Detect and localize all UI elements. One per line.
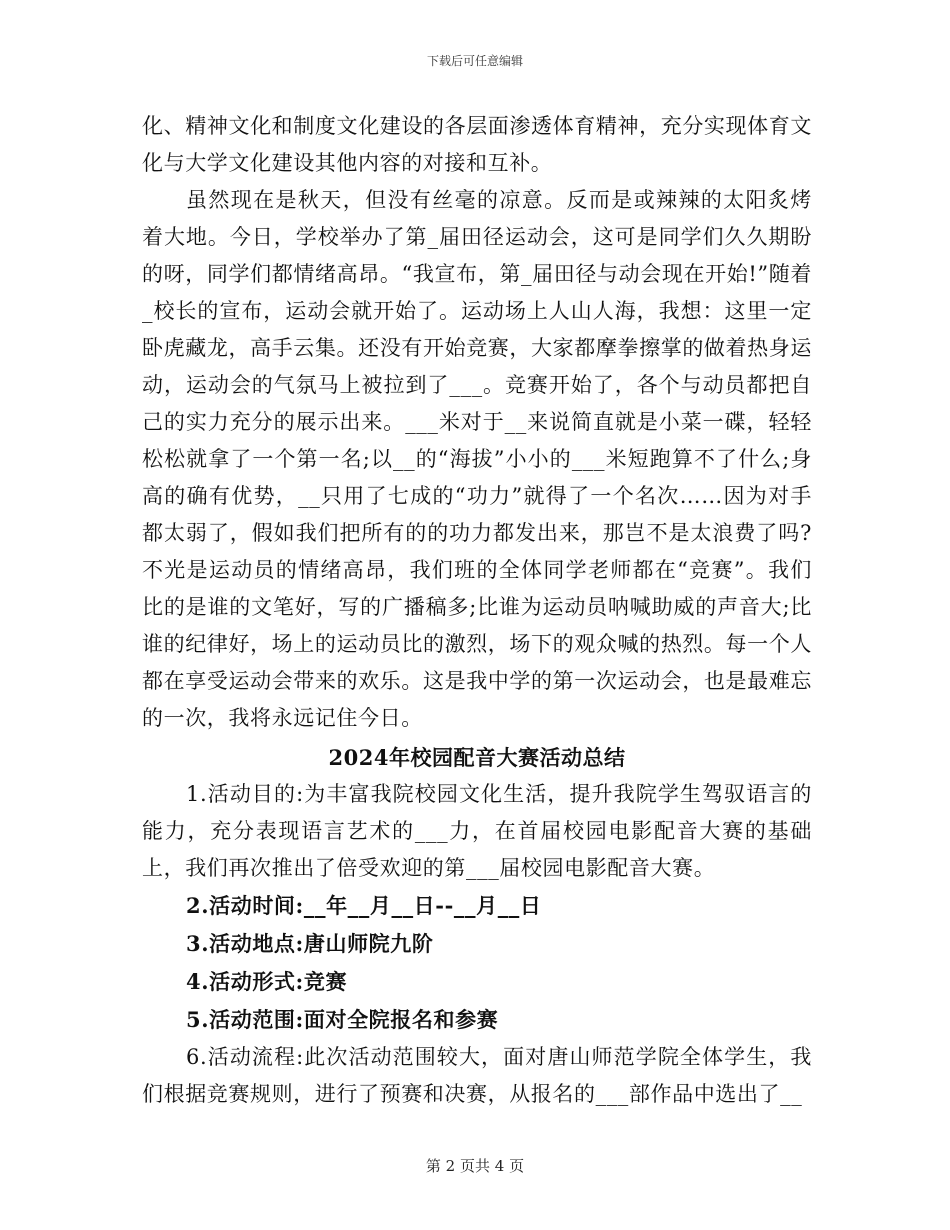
paragraph-sports-meet: 虽然现在是秋天，但没有丝毫的凉意。反而是或辣辣的太阳炙烤着大地。今日，学校举办了第_届田径运动会，这可是同学们久久期盼的呀，同学们都情绪高昂。“我宣布，第_届田径与动会现在开始!”随着_校长的宣布，运动会就开始了。运动场上人山人海，我想：这里一定卧虎藏龙，高手云集。还没有开始竞赛，大家都摩拳擦掌的做着热身运动，运动会的气氛马上被拉到了___。竞赛开始了，各个与动员都把自己的实力充分的展示出来。___米对于__来说简直就是小菜一碟，轻轻松松就拿了一个第一名;以__的“海拔”小小的___米短跑算不了什么;身高的确有优势，__只用了七成的“功力”就得了一个名次……因为对手都太弱了，假如我们把所有的的功力都发出来，那岂不是太浪费了吗?不光是运动员的情绪高昂，我们班的全体同学老师都在“竞赛”。我们比的是谁的文笔好，写的广播稿多;比谁为运动员呐喊助威的声音大;比谁的纪律好，场上的运动员比的激烈，场下的观众喊的热烈。每一个人都在享受运动会带来的欢乐。这是我中学的第一次运动会，也是最难忘的一次，我将永远记住今日。	[142, 188, 812, 730]
item-format: 4.活动形式:竞赛	[186, 969, 348, 994]
paragraph-continuation: 化、精神文化和制度文化建设的各层面渗透体育精神，充分实现体育文化与大学文化建设其他内容的对接和互补。	[142, 114, 812, 175]
item-time: 2.活动时间:__年__月__日--__月__日	[186, 893, 542, 918]
page-number: 第 2 页共 4 页	[425, 1157, 525, 1175]
item-process: 6.活动流程:此次活动范围较大，面对唐山师范学院全体学生，我们根据竞赛规则，进行了预赛和决赛，从报名的___部作品中选出了__	[142, 1045, 812, 1106]
document-body	[142, 108, 812, 1113]
item-location: 3.活动地点:唐山师院九阶	[186, 931, 434, 956]
section-title: 2024年校园配音大赛活动总结	[328, 745, 626, 770]
item-purpose: 1.活动目的:为丰富我院校园文化生活，提升我院学生驾驭语言的能力，充分表现语言艺术的___力，在首届校园电影配音大赛的基础上，我们再次推出了倍受欢迎的第___届校园电影配音大赛。	[142, 782, 812, 880]
item-scope: 5.活动范围:面对全院报名和参赛	[186, 1007, 499, 1032]
page-header-note: 下载后可任意编辑	[426, 54, 523, 68]
